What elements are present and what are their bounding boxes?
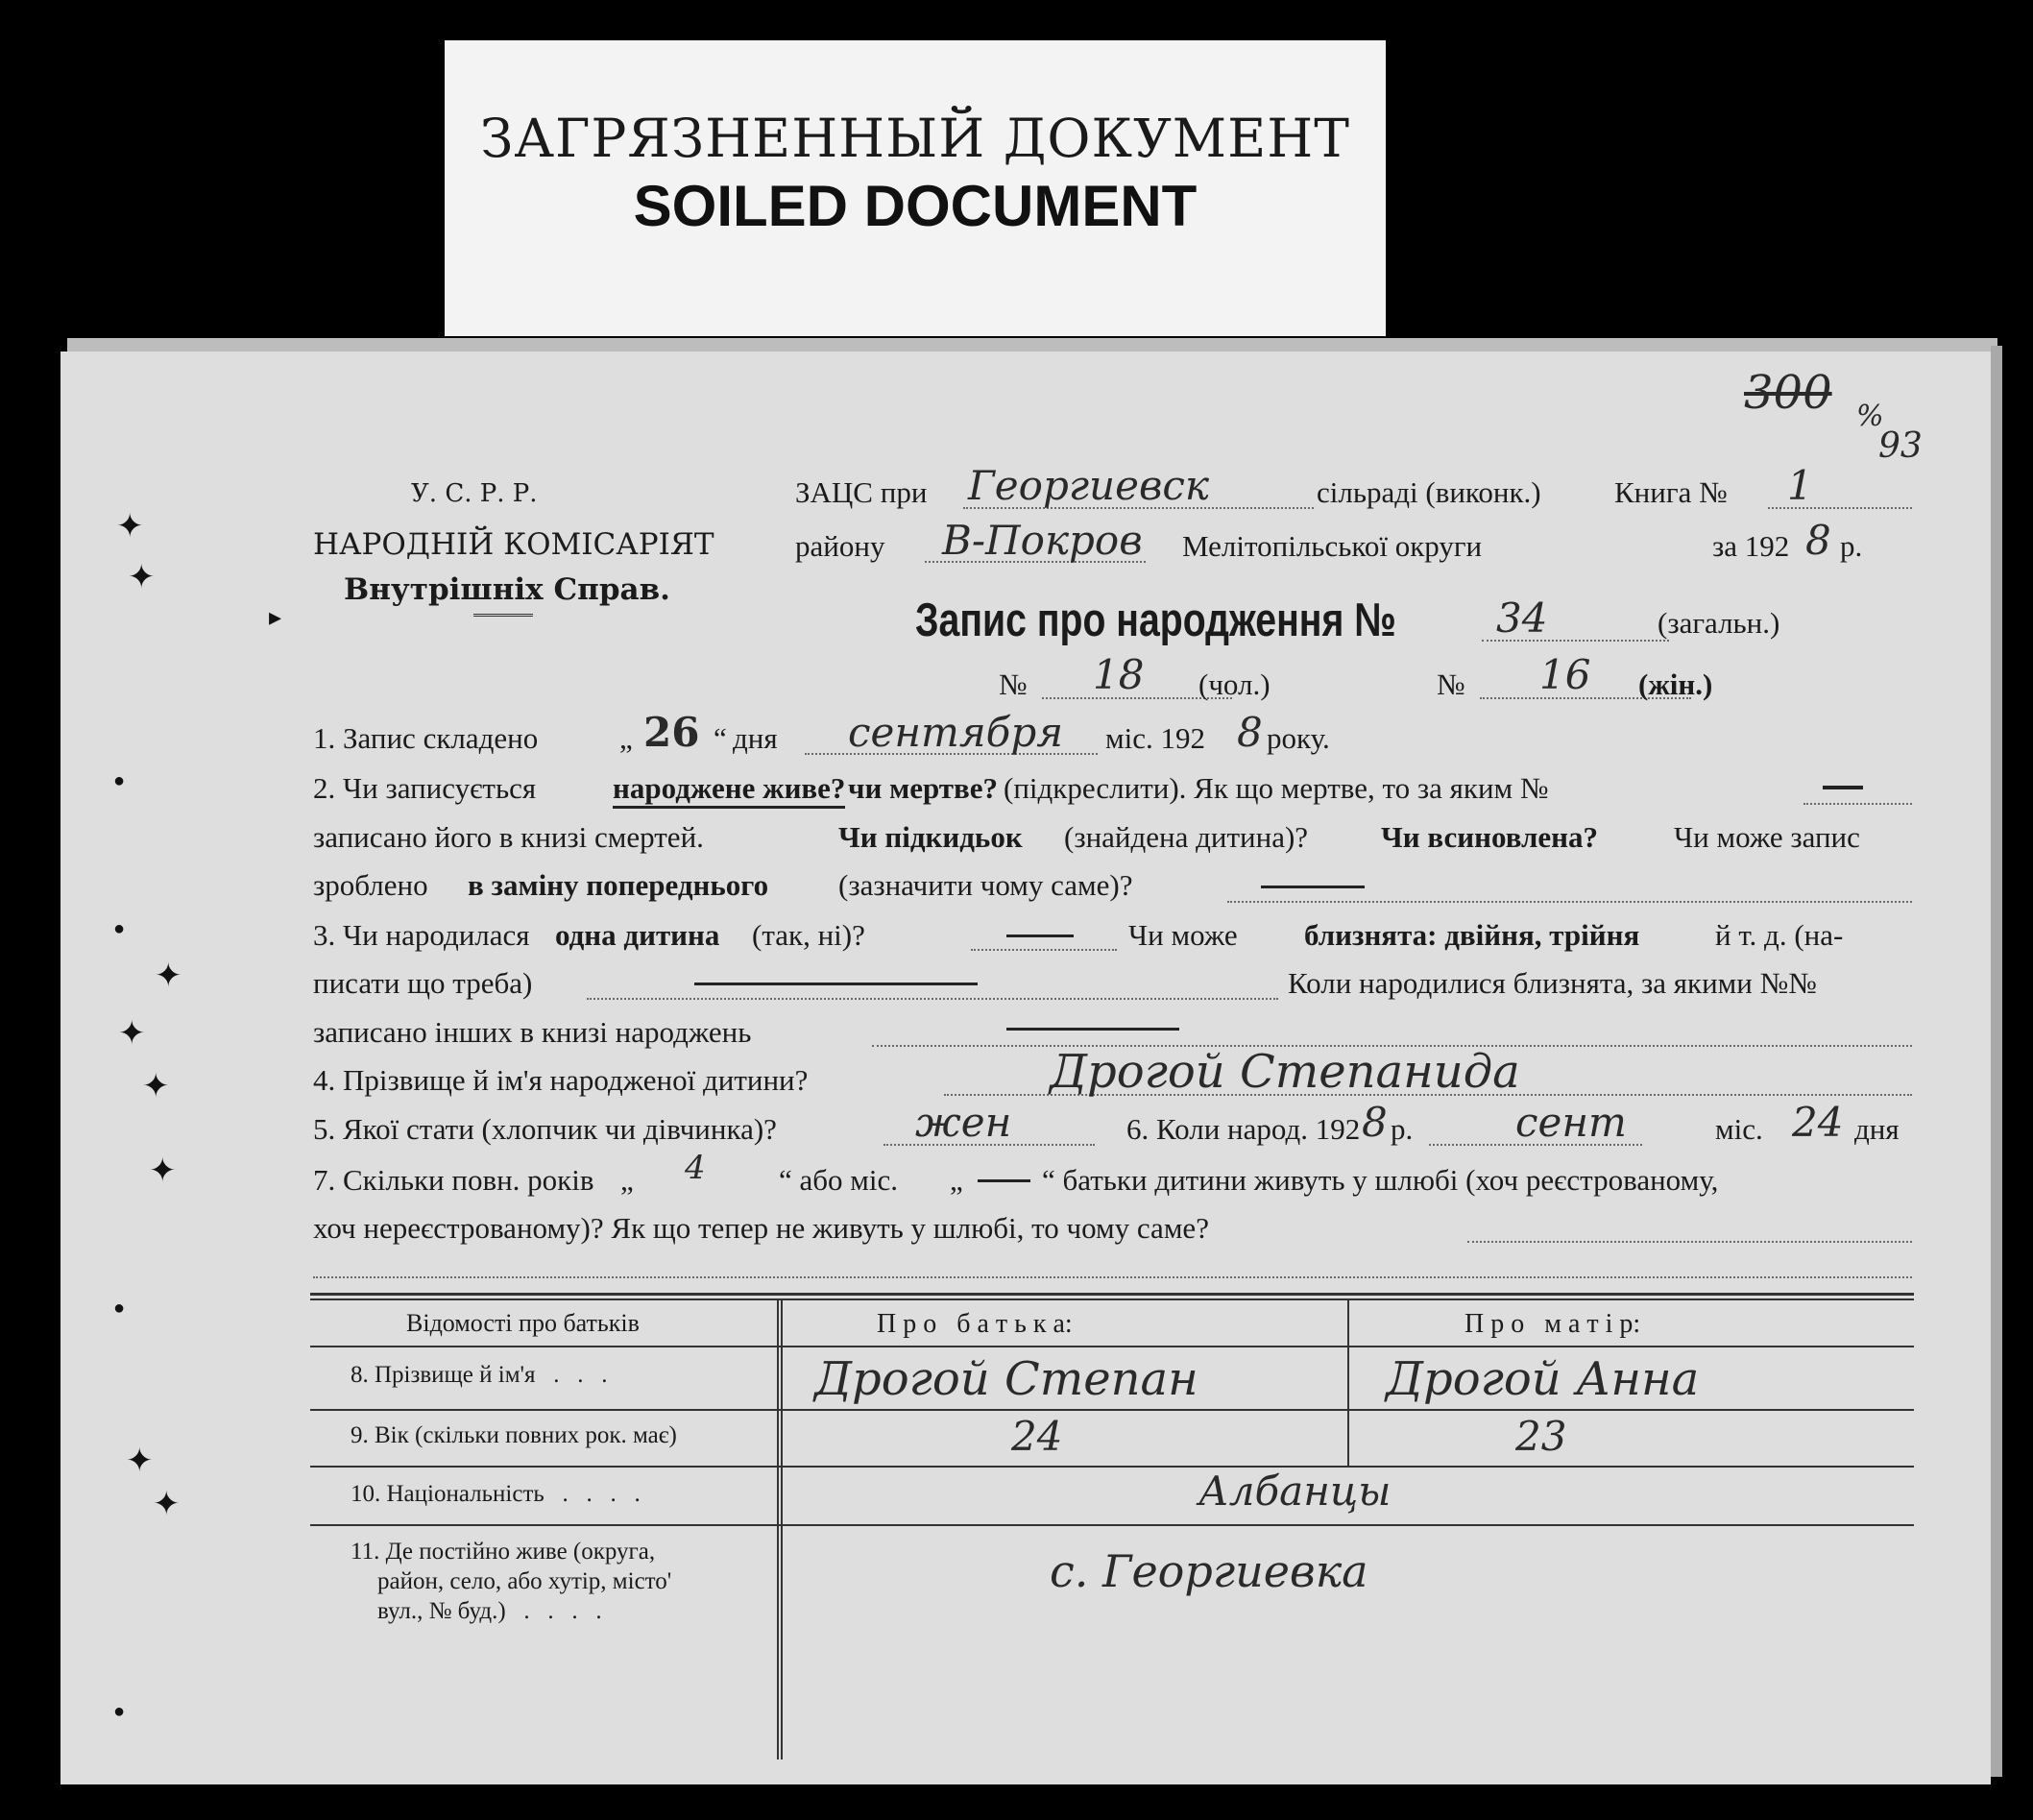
table-header-info: Відомості про батьків <box>406 1309 640 1337</box>
punch-hole-mark: ✦ <box>126 1444 154 1479</box>
item2-dash <box>1823 786 1863 789</box>
item3-text-e: писати що треба) <box>313 966 533 1000</box>
item2-found: Чи підкидьок <box>838 820 1023 854</box>
item6-month-label: міс. <box>1715 1112 1763 1146</box>
book-label: Книга № <box>1614 475 1728 509</box>
general-label: (загальн.) <box>1658 606 1780 640</box>
item7-extra-line <box>313 1276 1912 1278</box>
female-no-label: № <box>1437 667 1465 701</box>
item1-quote-close: “ <box>714 721 727 755</box>
zacs-value: Георгиевск <box>968 462 1210 509</box>
item3-one-child: одна дитина <box>555 918 720 952</box>
item3-numbers-dash <box>1006 1028 1179 1031</box>
row11-label-line3: вул., № буд.) . . . . <box>377 1598 602 1624</box>
page-edge-top <box>67 338 1997 352</box>
item3-text-b: (так, ні)? <box>752 918 865 952</box>
table-header-mother: П р о м а т і р: <box>1464 1309 1641 1339</box>
item6-day-label: дня <box>1854 1112 1900 1146</box>
item5-sex: жен <box>915 1099 1012 1146</box>
item2-reason-dash <box>1261 886 1365 888</box>
item3-twins-dash <box>694 983 978 985</box>
punch-hole-mark: ✦ <box>153 1487 181 1522</box>
label-russian: ЗАГРЯЗНЕННЫЙ ДОКУМЕНТ <box>480 108 1350 169</box>
punch-hole-mark: ● <box>113 770 126 791</box>
punch-hole-mark: ✦ <box>149 1153 177 1189</box>
item2-alive-underlined: народжене живе? <box>613 771 845 809</box>
male-no-label: № <box>999 667 1028 701</box>
item3-text-c: Чи може <box>1128 918 1238 952</box>
item7-reason-line <box>1467 1241 1912 1243</box>
item2-text-e: Чи може запис <box>1674 820 1860 854</box>
mother-age: 23 <box>1515 1413 1567 1460</box>
punch-hole-mark: ● <box>113 1701 126 1722</box>
row11-label-line2: район, село, або хутір, місто' <box>377 1568 672 1594</box>
punch-hole-mark: ✦ <box>116 509 144 545</box>
record-number: 34 <box>1496 595 1548 642</box>
female-label: (жін.) <box>1638 667 1713 701</box>
row11-label-line1: 11. Де постійно живе (округа, <box>351 1539 656 1565</box>
item7-text-d: хоч нереєстрованому)? Як що тепер не живуть у шлюбі, то чому саме? <box>313 1211 1209 1245</box>
item6-year-suffix: р. <box>1391 1112 1414 1146</box>
corner-suffix: % <box>1856 400 1884 433</box>
page-edge-right <box>1991 346 2002 1777</box>
district-label: району <box>795 529 885 563</box>
item7-text-c: “ батьки дитини живуть у шлюбі (хоч реєстрованому, <box>1042 1163 1719 1197</box>
item1-day: 26 <box>643 709 700 756</box>
residence: с. Георгиевка <box>1050 1545 1368 1597</box>
record-title: Запис про народження № <box>915 595 1396 646</box>
item3-line <box>971 949 1117 951</box>
punch-hole-mark: ✦ <box>142 1069 170 1104</box>
item2-text-g: (зазначити чому саме)? <box>838 868 1133 902</box>
header-divider <box>473 614 533 617</box>
item1-year: 8 <box>1237 709 1263 756</box>
item2-text-f: зроблено <box>313 868 428 902</box>
table-column-divider <box>1347 1298 1349 1467</box>
item2-line <box>1803 803 1912 805</box>
item6-day: 24 <box>1792 1099 1844 1146</box>
table-header-border <box>310 1346 1914 1347</box>
item2-text-c: записано його в книзі смертей. <box>313 820 704 854</box>
birth-record-form <box>61 352 1991 1784</box>
punch-hole-mark: ✦ <box>128 560 156 595</box>
label-english: SOILED DOCUMENT <box>633 174 1198 238</box>
table-row-border <box>310 1524 1914 1526</box>
item3-dash <box>1006 934 1074 937</box>
item1-year-suffix: року. <box>1267 721 1330 755</box>
item3-text-f: Коли народилися близнята, за якими №№ <box>1288 966 1817 1000</box>
book-value: 1 <box>1787 462 1813 509</box>
row9-label: 9. Вік (скільки повних рок. має) <box>351 1422 677 1448</box>
zacs-label: ЗАЦС при <box>795 475 928 509</box>
item1-text: 1. Запис складено <box>313 721 539 755</box>
nationality: Албанцы <box>1198 1468 1392 1515</box>
item3-text-g: записано інших в книзі народжень <box>313 1015 752 1049</box>
year-suffix: р. <box>1840 529 1863 563</box>
male-label: (чол.) <box>1198 667 1271 701</box>
item7-quote-open: „ <box>620 1163 634 1197</box>
item2-reason-line <box>1227 901 1912 903</box>
item7-months-dash <box>978 1179 1030 1182</box>
item3-twins-line <box>587 998 1278 1000</box>
punch-hole-mark: ✦ <box>118 1016 146 1052</box>
table-row-border <box>310 1409 1914 1411</box>
crossed-number: 300 <box>1744 366 1832 420</box>
corner-number: 93 <box>1878 426 1923 466</box>
female-no-value: 16 <box>1539 651 1591 698</box>
item3-text: 3. Чи народилася <box>313 918 530 952</box>
item2-replace: в заміну попереднього <box>468 868 769 902</box>
commissariat-label: НАРОДНІЙ КОМІСАРІЯТ <box>313 527 714 562</box>
item7-text: 7. Скільки повн. років <box>313 1163 594 1197</box>
item6-year: 8 <box>1362 1099 1388 1146</box>
ussr-label: У. С. Р. Р. <box>411 479 538 508</box>
table-column-divider <box>777 1298 779 1759</box>
item7-years: 4 <box>685 1149 706 1187</box>
father-name: Дрогой Степан <box>814 1352 1198 1406</box>
item4-text: 4. Прізвище й ім'я народженої дитини? <box>313 1063 809 1097</box>
item3-text-d: й т. д. (на- <box>1715 918 1844 952</box>
row10-label: 10. Національність . . . . <box>351 1481 641 1507</box>
table-top-border <box>310 1293 1914 1296</box>
row8-label: 8. Прізвище й ім'я . . . <box>351 1362 608 1388</box>
item1-quote-open: „ <box>619 721 633 755</box>
silrada-label: сільраді (виконк.) <box>1317 475 1541 509</box>
soiled-label-card <box>445 40 1386 336</box>
table-row-border <box>310 1466 1914 1468</box>
item7-text-b: “ або міс. <box>779 1163 899 1197</box>
item6-month: сент <box>1515 1099 1627 1146</box>
item2-text-b: (підкреслити). Як що мертве, то за яким № <box>1004 771 1549 805</box>
table-column-divider <box>781 1298 783 1759</box>
department-label: Внутрішніх Справ. <box>344 572 670 607</box>
punch-hole-mark: ▸ <box>269 603 282 631</box>
item3-twins: близнята: двійня, трійня <box>1304 918 1640 952</box>
item1-month: сентября <box>848 709 1064 756</box>
item1-year-label: міс. 192 <box>1105 721 1205 755</box>
father-age: 24 <box>1011 1413 1063 1460</box>
item6-text: 6. Коли народ. 192 <box>1126 1112 1361 1146</box>
punch-hole-mark: ● <box>113 1298 126 1319</box>
okruha-label: Мелітопільської округи <box>1182 529 1483 563</box>
punch-hole-mark: ✦ <box>155 959 182 994</box>
year-label: за 192 <box>1712 529 1790 563</box>
item4-child-name: Дрогой Степанида <box>1050 1045 1520 1099</box>
table-top-border-inner <box>310 1298 1914 1300</box>
item1-day-label: дня <box>733 721 778 755</box>
male-no-value: 18 <box>1093 651 1145 698</box>
year-value: 8 <box>1805 517 1831 564</box>
item7-quote-open-months: „ <box>950 1163 963 1197</box>
table-header-father: П р о б а т ь к а: <box>877 1309 1073 1339</box>
punch-hole-mark: ● <box>113 918 126 939</box>
item5-text: 5. Якої стати (хлопчик чи дівчинка)? <box>313 1112 777 1146</box>
item2-text-d: (знайдена дитина)? <box>1064 820 1309 854</box>
mother-name: Дрогой Анна <box>1386 1352 1700 1406</box>
district-value: В-Покров <box>942 517 1143 564</box>
item2-dead: чи мертве? <box>848 771 999 805</box>
item2-adopted: Чи всиновлена? <box>1381 820 1599 854</box>
item2-text: 2. Чи записується <box>313 771 537 805</box>
